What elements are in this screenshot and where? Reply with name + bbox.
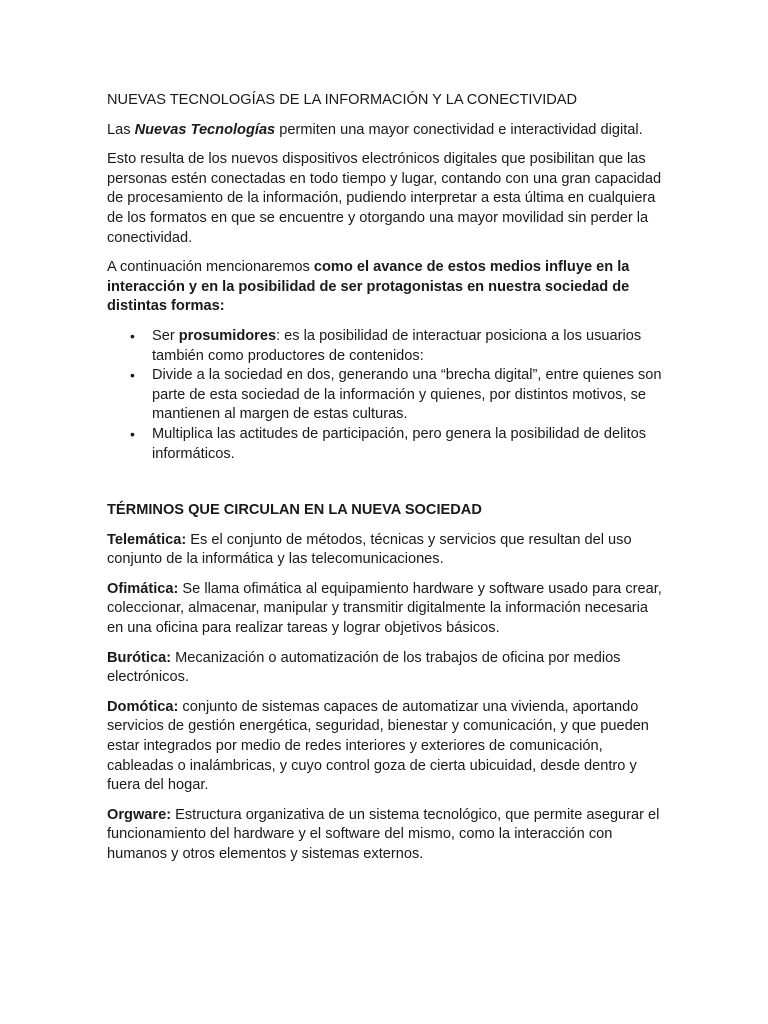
- bullet-pre: Multiplica las actitudes de participación, pero genera la posibilidad de delitos informáticos.: [152, 425, 647, 462]
- bullet-bold: prosumidores: [178, 327, 277, 344]
- intro-pre: Las: [107, 121, 135, 138]
- term-definition: Es el conjunto de métodos, técnicas y servicios que resultan del uso conjunto de la informática y las telecomunicaciones.: [107, 531, 632, 568]
- intro-paragraph: [107, 121, 667, 141]
- bullet-list: [107, 327, 667, 464]
- term-label: Telemática:: [107, 531, 187, 548]
- paragraph-continuation: [107, 258, 667, 317]
- continuation-bold: como el avance de estos medios influye en la interacción y en la posibilidad de ser protagonistas en nuestra sociedad de distintas formas:: [107, 259, 630, 315]
- list-item: [152, 425, 667, 464]
- bullet-pre: Divide a la sociedad en dos, generando una “brecha digital”, entre quienes son parte de esta sociedad de la información y quienes, por distintos motivos, se mantienen al margen de estas culturas.: [152, 367, 662, 423]
- term-label: Orgware:: [107, 806, 172, 823]
- document-title: NUEVAS TECNOLOGÍAS DE LA INFORMACIÓN Y LA CONECTIVIDAD: [107, 92, 578, 108]
- term-burotica: [107, 649, 667, 688]
- bullet-pre: Ser: [152, 327, 179, 344]
- list-item: [152, 327, 667, 366]
- term-label: Domótica:: [107, 698, 179, 715]
- term-telematica: [107, 531, 667, 570]
- term-domotica: [107, 698, 667, 796]
- term-definition: Estructura organizativa de un sistema tecnológico, que permite asegurar el funcionamiento del hardware y el software del mismo, como la interacción con humanos y otros elementos y sistemas externos.: [107, 806, 660, 862]
- term-orgware: [107, 806, 667, 865]
- intro-post: permiten una mayor conectividad e interactividad digital.: [275, 121, 643, 138]
- term-definition: conjunto de sistemas capaces de automatizar una vivienda, aportando servicios de gestión energética, seguridad, bienestar y comunicación, y que pueden estar integrados por medio de redes interiores y exteriores de comunicación, cableadas o inalámbricas, y cuyo control goza de cierta ubicuidad, desde dentro y fuera del hogar.: [107, 698, 649, 794]
- bullet-post: : es la posibilidad de interactuar posiciona a los usuarios también como productores de contenidos:: [152, 327, 642, 364]
- list-item: [152, 366, 667, 425]
- intro-emphasis: Nuevas Tecnologías: [134, 121, 276, 138]
- term-label: Ofimática:: [107, 580, 179, 597]
- term-ofimatica: [107, 580, 667, 639]
- term-definition: Se llama ofimática al equipamiento hardware y software usado para crear, coleccionar, almacenar, manipular y transmitir digitalmente la información necesaria en una oficina para realizar tareas y lograr objetivos básicos.: [107, 580, 662, 637]
- section-title: TÉRMINOS QUE CIRCULAN EN LA NUEVA SOCIEDAD: [107, 502, 482, 519]
- term-definition: Mecanización o automatización de los trabajos de oficina por medios electrónicos.: [107, 649, 621, 686]
- paragraph-devices: Esto resulta de los nuevos dispositivos electrónicos digitales que posibilitan que las personas estén conectadas en todo tiempo y lugar, contando con una gran capacidad de procesamiento de la información, pudiendo interpretar a esta última en cualquiera de los formatos en que se encuentre y otorgando una mayor movilidad sin perder la conectividad.: [107, 151, 662, 246]
- document-page: [107, 91, 667, 875]
- continuation-pre: A continuación mencionaremos: [107, 259, 314, 276]
- term-label: Burótica:: [107, 649, 172, 666]
- section-gap: [107, 464, 667, 501]
